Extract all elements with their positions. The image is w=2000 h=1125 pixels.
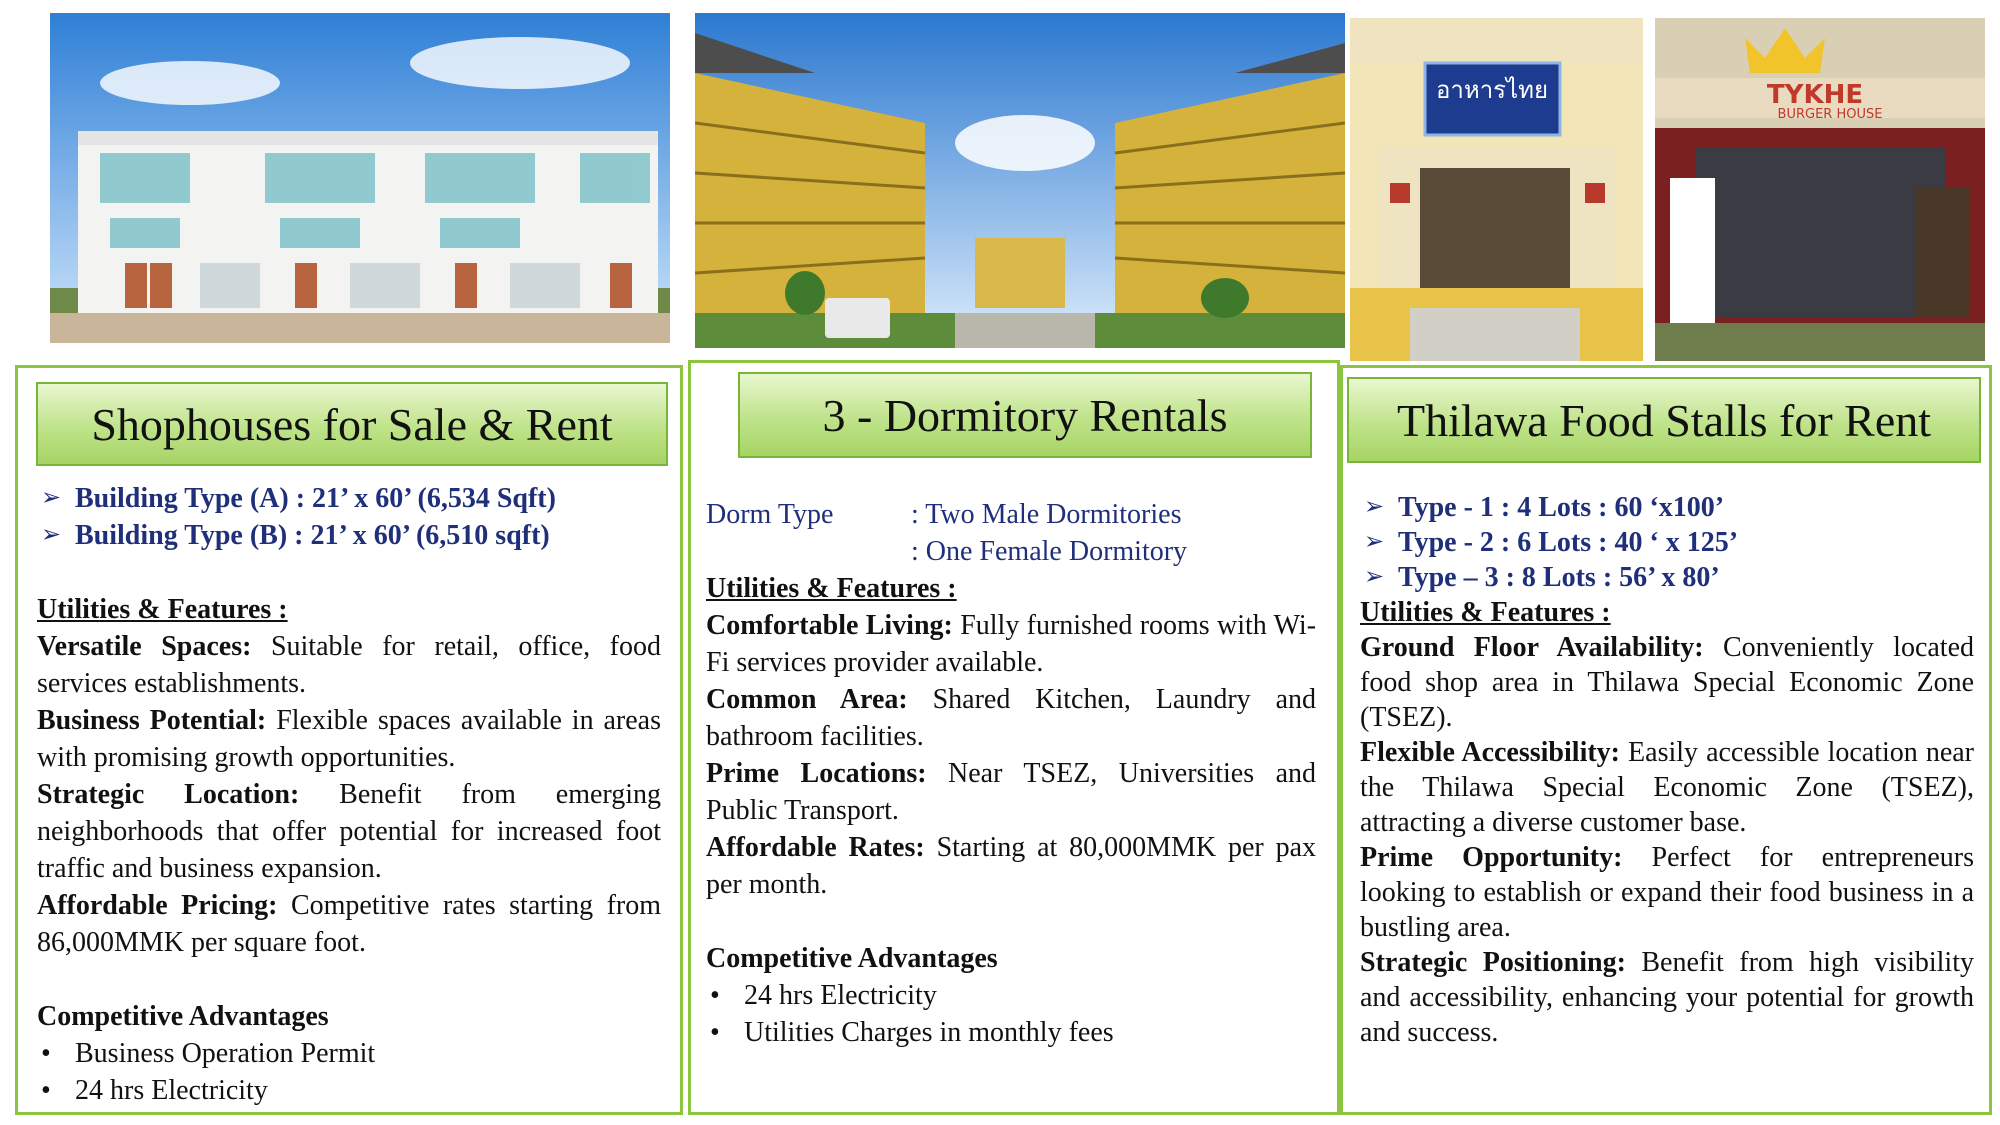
foodstall-type: ➢ Type - 2 : 6 Lots : 40 ‘ x 125’	[1360, 525, 1974, 560]
dorm-type-value: : One Female Dormitory	[911, 536, 1188, 567]
advantage-item: • Business Operation Permit	[37, 1035, 661, 1072]
shophouses-title: Shophouses for Sale & Rent	[36, 382, 668, 466]
dormitory-features-heading: Utilities & Features :	[706, 573, 957, 604]
shophouses-features-heading: Utilities & Features :	[37, 594, 288, 625]
dormitory-photo	[695, 13, 1345, 348]
foodstalls-features-heading: Utilities & Features :	[1360, 597, 1611, 628]
foodstall-type: ➢ Type – 3 : 8 Lots : 56’ x 80’	[1360, 560, 1974, 595]
shophouse-type-a: ➢ Building Type (A) : 21’ x 60’ (6,534 Sqft)	[37, 480, 661, 517]
dormitory-feature	[706, 607, 1316, 681]
advantage-item: • 24 hrs Electricity	[706, 977, 1316, 1014]
feature-label: Prime Opportunity:	[1360, 842, 1623, 873]
thai-sign-text: อาหารไทย	[1435, 76, 1549, 104]
foodstalls-content	[1360, 490, 1974, 1050]
feature-label: Affordable Pricing:	[37, 890, 278, 921]
shophouses-type-list	[37, 480, 661, 554]
foodstall-feature	[1360, 630, 1974, 735]
feature-text: Benefit from high visibility and accessibility, enhancing your potential for growth and success.	[1360, 947, 1974, 1048]
feature-label: Prime Locations:	[706, 758, 927, 789]
advantage-item: • Utilities Charges in monthly fees	[706, 1014, 1316, 1051]
dormitory-feature	[706, 829, 1316, 903]
burger-house-photo	[1655, 18, 1985, 361]
feature-label: Comfortable Living:	[706, 610, 953, 641]
feature-label: Business Potential:	[37, 705, 267, 736]
shophouses-advantages-list	[37, 1035, 661, 1109]
feature-text: Fully furnished rooms with Wi-Fi services provider available.	[706, 610, 1317, 678]
feature-text: Perfect for entrepreneurs looking to establish or expand their food business in a bustling area.	[1360, 842, 1975, 943]
feature-label: Strategic Positioning:	[1360, 947, 1626, 978]
feature-label: Strategic Location:	[37, 779, 300, 810]
foodstalls-title: Thilawa Food Stalls for Rent	[1347, 377, 1981, 463]
feature-text: Shared Kitchen, Laundry and bathroom facilities.	[706, 684, 1316, 752]
feature-text: Suitable for retail, office, food services establishments.	[37, 631, 661, 699]
feature-text: Benefit from emerging neighborhoods that offer potential for increased foot traffic and business expansion.	[37, 779, 662, 884]
feature-text: Easily accessible location near the Thilawa Special Economic Zone (TSEZ), attracting a diverse customer base.	[1360, 737, 1974, 838]
dorm-type-row	[706, 496, 1316, 533]
dormitory-content	[706, 496, 1316, 1051]
burger-sign-brand: TYKHE	[1766, 80, 1864, 110]
feature-label: Common Area:	[706, 684, 908, 715]
feature-label: Versatile Spaces:	[37, 631, 252, 662]
feature-text: Starting at 80,000MMK per pax per month.	[706, 832, 1317, 900]
feature-text: Conveniently located food shop area in Thilawa Special Economic Zone (TSEZ).	[1360, 632, 1974, 733]
shophouse-feature	[37, 776, 661, 887]
shophouse-feature	[37, 628, 661, 702]
shophouses-advantages-heading: Competitive Advantages	[37, 1001, 329, 1032]
thai-restaurant-photo	[1350, 18, 1643, 361]
dorm-type-label: Dorm Type	[706, 499, 834, 530]
foodstalls-type-list	[1360, 490, 1974, 595]
foodstall-feature	[1360, 735, 1974, 840]
feature-text: Competitive rates starting from 86,000MMK per square foot.	[37, 890, 662, 958]
shophouse-photo	[50, 13, 670, 343]
foodstall-feature	[1360, 945, 1974, 1050]
dormitory-advantages-list	[706, 977, 1316, 1051]
dormitory-title: 3 - Dormitory Rentals	[738, 372, 1312, 458]
shophouse-feature	[37, 887, 661, 961]
burger-sign-sub: BURGER HOUSE	[1777, 107, 1883, 122]
shophouse-type-b: ➢ Building Type (B) : 21’ x 60’ (6,510 sqft)	[37, 517, 661, 554]
shophouses-content	[37, 480, 661, 1109]
shophouse-feature	[37, 702, 661, 776]
advantage-item: • 24 hrs Electricity	[37, 1072, 661, 1109]
foodstall-feature	[1360, 840, 1974, 945]
feature-text: Near TSEZ, Universities and Public Transport.	[706, 758, 1316, 826]
dormitory-advantages-heading: Competitive Advantages	[706, 943, 998, 974]
dorm-type-row	[706, 533, 1316, 570]
feature-text: Flexible spaces available in areas with promising growth opportunities.	[37, 705, 661, 773]
feature-label: Flexible Accessibility:	[1360, 737, 1620, 768]
foodstall-type: ➢ Type - 1 : 4 Lots : 60 ‘x100’	[1360, 490, 1974, 525]
dorm-type-value: : Two Male Dormitories	[911, 499, 1182, 530]
feature-label: Affordable Rates:	[706, 832, 925, 863]
feature-label: Ground Floor Availability:	[1360, 632, 1704, 663]
dormitory-feature	[706, 681, 1316, 755]
dormitory-feature	[706, 755, 1316, 829]
